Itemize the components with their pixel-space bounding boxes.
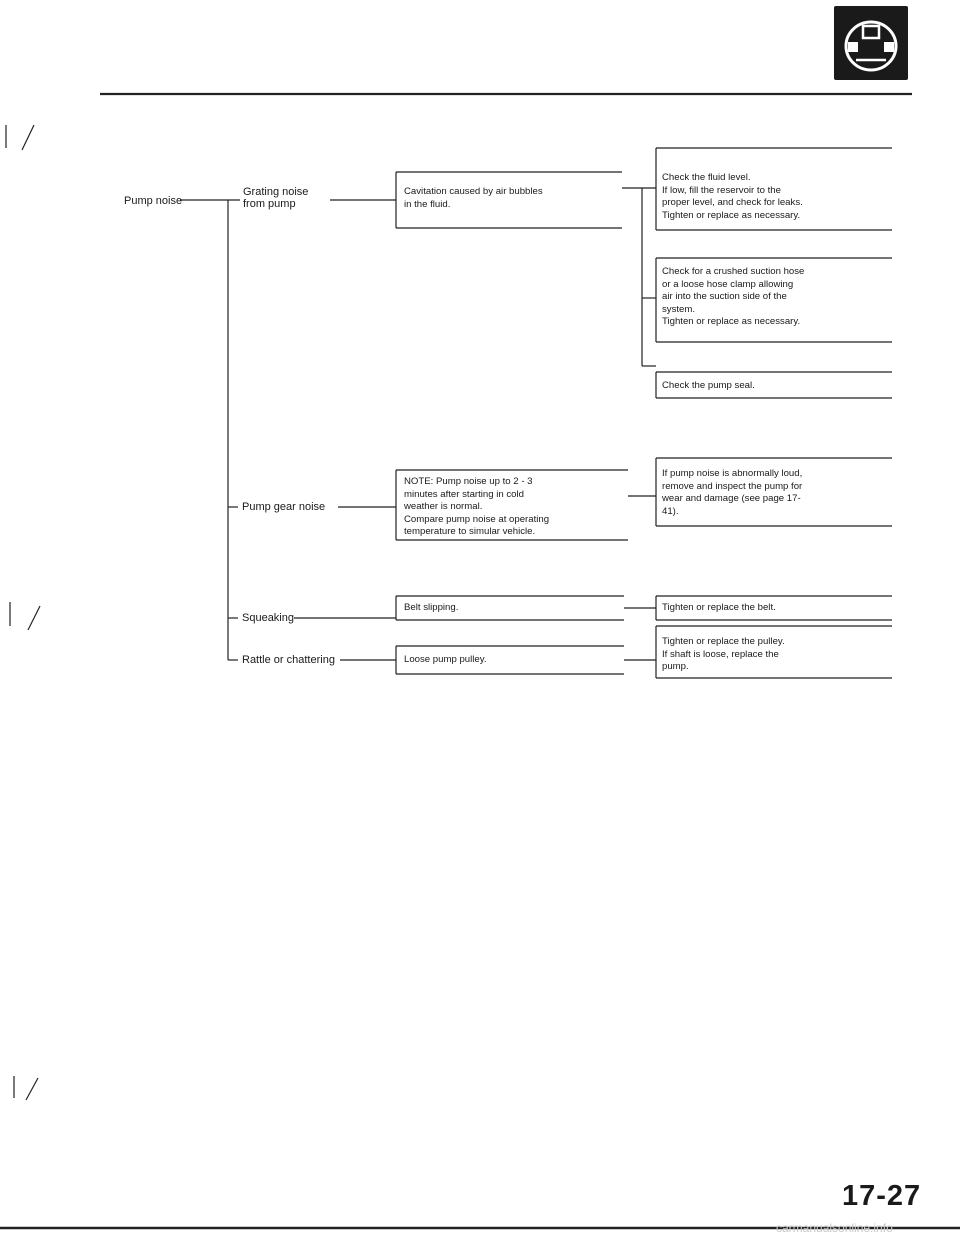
box-tighten-pulley: Tighten or replace the pulley. If shaft is loose, replace the pump. [662,636,785,672]
box-cavitation: Cavitation caused by air bubbles in the fluid. [404,186,543,210]
box-crushed-hose: Check for a crushed suction hose or a loose hose clamp allowing air into the suction side of the system. Tighten or replace as necessary. [662,266,805,327]
cause-gear: Pump gear noise [242,501,326,513]
box-abnormal: If pump noise is abnormally loud, remove and inspect the pump for wear and damage (see page 17- 41). [662,468,803,517]
cause-grating: Grating noise from pump [243,186,309,210]
watermark: carmanualsonline.info [776,1221,893,1235]
box-note: NOTE: Pump noise up to 2 - 3 minutes after starting in cold weather is normal. Compare pump noise at operating temperature to simular vehicle. [404,476,550,537]
cause-rattle: Rattle or chattering [242,654,335,666]
box-pump-seal: Check the pump seal. [662,380,755,391]
page-number: 17-27 [842,1180,922,1212]
box-fluid-level: Check the fluid level. If low, fill the reservoir to the proper level, and check for leaks. Tighten or replace as necessary. [662,172,803,221]
steering-wheel-icon [834,6,908,80]
cause-squeaking: Squeaking [242,612,294,624]
box-loose-pulley: Loose pump pulley. [404,654,487,665]
box-belt-slipping: Belt slipping. [404,602,459,613]
box-tighten-belt: Tighten or replace the belt. [662,602,776,613]
symptom-label: Pump noise [124,195,183,207]
